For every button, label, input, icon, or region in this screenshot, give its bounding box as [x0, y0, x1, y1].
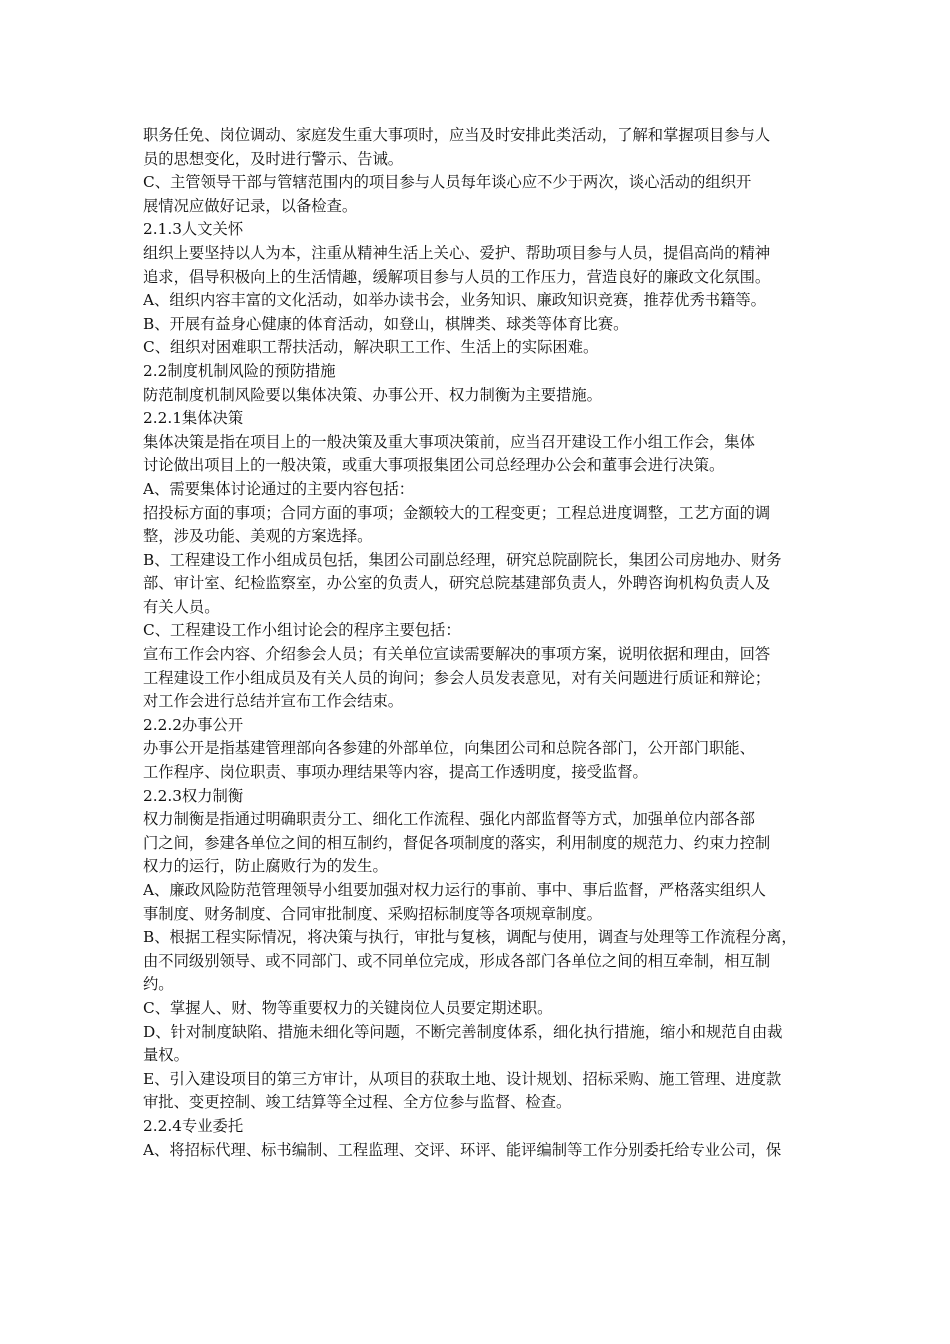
text-line: 防范制度机制风险要以集体决策、办事公开、权力制衡为主要措施。 [143, 385, 602, 404]
text-line: 2.2.4专业委托 [143, 1116, 244, 1135]
text-line: A、需要集体讨论通过的主要内容包括： [143, 479, 415, 498]
text-line: 对工作会进行总结并宣布工作会结束。 [143, 692, 404, 711]
text-line: 职务任免、岗位调动、家庭发生重大事项时，应当及时安排此类活动，了解和掌握项目参与人 [143, 126, 771, 144]
text-line: 工程建设工作小组成员及有关人员的询问；参会人员发表意见，对有关问题进行质证和辩论； [143, 668, 771, 687]
text-line: 招投标方面的事项；合同方面的事项；金额较大的工程变更；工程总进度调整，工艺方面的调 [143, 503, 771, 522]
text-line: B、工程建设工作小组成员包括，集团公司副总经理，研究总院副院长，集团公司房地办、财务 [143, 550, 782, 569]
text-line: 员的思想变化，及时进行警示、告诫。 [143, 149, 404, 168]
text-line: A、廉政风险防范管理领导小组要加强对权力运行的事前、事中、事后监督，严格落实组织人 [143, 881, 766, 899]
text-line: 宣布工作会内容、介绍参会人员；有关单位宣读需要解决的事项方案，说明依据和理由，回答 [143, 645, 771, 664]
text-line: 门之间，参建各单位之间的相互制约，督促各项制度的落实，利用制度的规范力、约束力控制 [143, 833, 771, 852]
text-line: C、主管领导干部与管辖范围内的项目参与人员每年谈心应不少于两次，谈心活动的组织开 [143, 173, 752, 192]
text-line: C、组织对困难职工帮扶活动，解决职工工作、生活上的实际困难。 [143, 338, 599, 357]
text-line: 2.2制度机制风险的预防措施 [143, 361, 336, 380]
text-line: 2.2.3权力制衡 [143, 786, 244, 805]
text-line: 2.1.3人文关怀 [143, 220, 244, 239]
text-line: B、根据工程实际情况，将决策与执行，审批与复核，调配与使用，调查与处理等工作流程分离， [143, 928, 797, 947]
text-line: 约。 [143, 975, 174, 994]
text-line: 工作程序、岗位职责、事项办理结果等内容，提高工作透明度，接受监督。 [143, 763, 648, 782]
text-line: 量权。 [143, 1046, 189, 1065]
text-line: 权力的运行，防止腐败行为的发生。 [143, 857, 388, 876]
text-line: 讨论做出项目上的一般决策，或重大事项报集团公司总经理办公会和董事会进行决策。 [143, 456, 725, 475]
text-line: 部、审计室、纪检监察室，办公室的负责人，研究总院基建部负责人，外聘咨询机构负责人及 [143, 574, 771, 593]
text-line: 审批、变更控制、竣工结算等全过程、全方位参与监督、检查。 [143, 1093, 572, 1112]
text-line: 组织上要坚持以人为本，注重从精神生活上关心、爱护、帮助项目参与人员，提倡高尚的精神 [143, 243, 771, 262]
text-line: A、组织内容丰富的文化活动，如举办读书会，业务知识、廉政知识竞赛，推荐优秀书籍等。 [143, 291, 766, 310]
text-line: 2.2.2办事公开 [143, 715, 244, 734]
text-line: 有关人员。 [143, 597, 220, 616]
text-line: 办事公开是指基建管理部向各参建的外部单位，向集团公司和总院各部门，公开部门职能、 [143, 739, 755, 758]
text-line: 集体决策是指在项目上的一般决策及重大事项决策前，应当召开建设工作小组工作会，集体 [143, 432, 755, 451]
text-line: 权力制衡是指通过明确职责分工、细化工作流程、强化内部监督等方式，加强单位内部各部 [143, 810, 755, 829]
text-line: B、开展有益身心健康的体育活动，如登山，棋牌类、球类等体育比赛。 [143, 314, 629, 333]
document-body [143, 124, 815, 1162]
text-line: A、将招标代理、标书编制、工程监理、交评、环评、能评编制等工作分别委托给专业公司，保 [143, 1140, 782, 1159]
text-line: D、针对制度缺陷、措施未细化等问题，不断完善制度体系，细化执行措施，缩小和规范自由裁 [143, 1022, 783, 1041]
text-line: 整，涉及功能、美观的方案选择。 [143, 527, 373, 546]
text-line: C、工程建设工作小组讨论会的程序主要包括： [143, 621, 461, 640]
text-line: 展情况应做好记录，以备检查。 [143, 196, 358, 215]
text-line: 追求，倡导积极向上的生活情趣，缓解项目参与人员的工作压力，营造良好的廉政文化氛围。 [143, 267, 771, 286]
text-line: C、掌握人、财、物等重要权力的关键岗位人员要定期述职。 [143, 998, 553, 1017]
text-line: 2.2.1集体决策 [143, 409, 244, 428]
text-line: 由不同级别领导、或不同部门、或不同单位完成，形成各部门各单位之间的相互牵制，相互制 [143, 951, 771, 970]
text-line: E、引入建设项目的第三方审计，从项目的获取土地、设计规划、招标采购、施工管理、进度款 [143, 1069, 782, 1088]
text-line: 事制度、财务制度、合同审批制度、采购招标制度等各项规章制度。 [143, 904, 602, 923]
